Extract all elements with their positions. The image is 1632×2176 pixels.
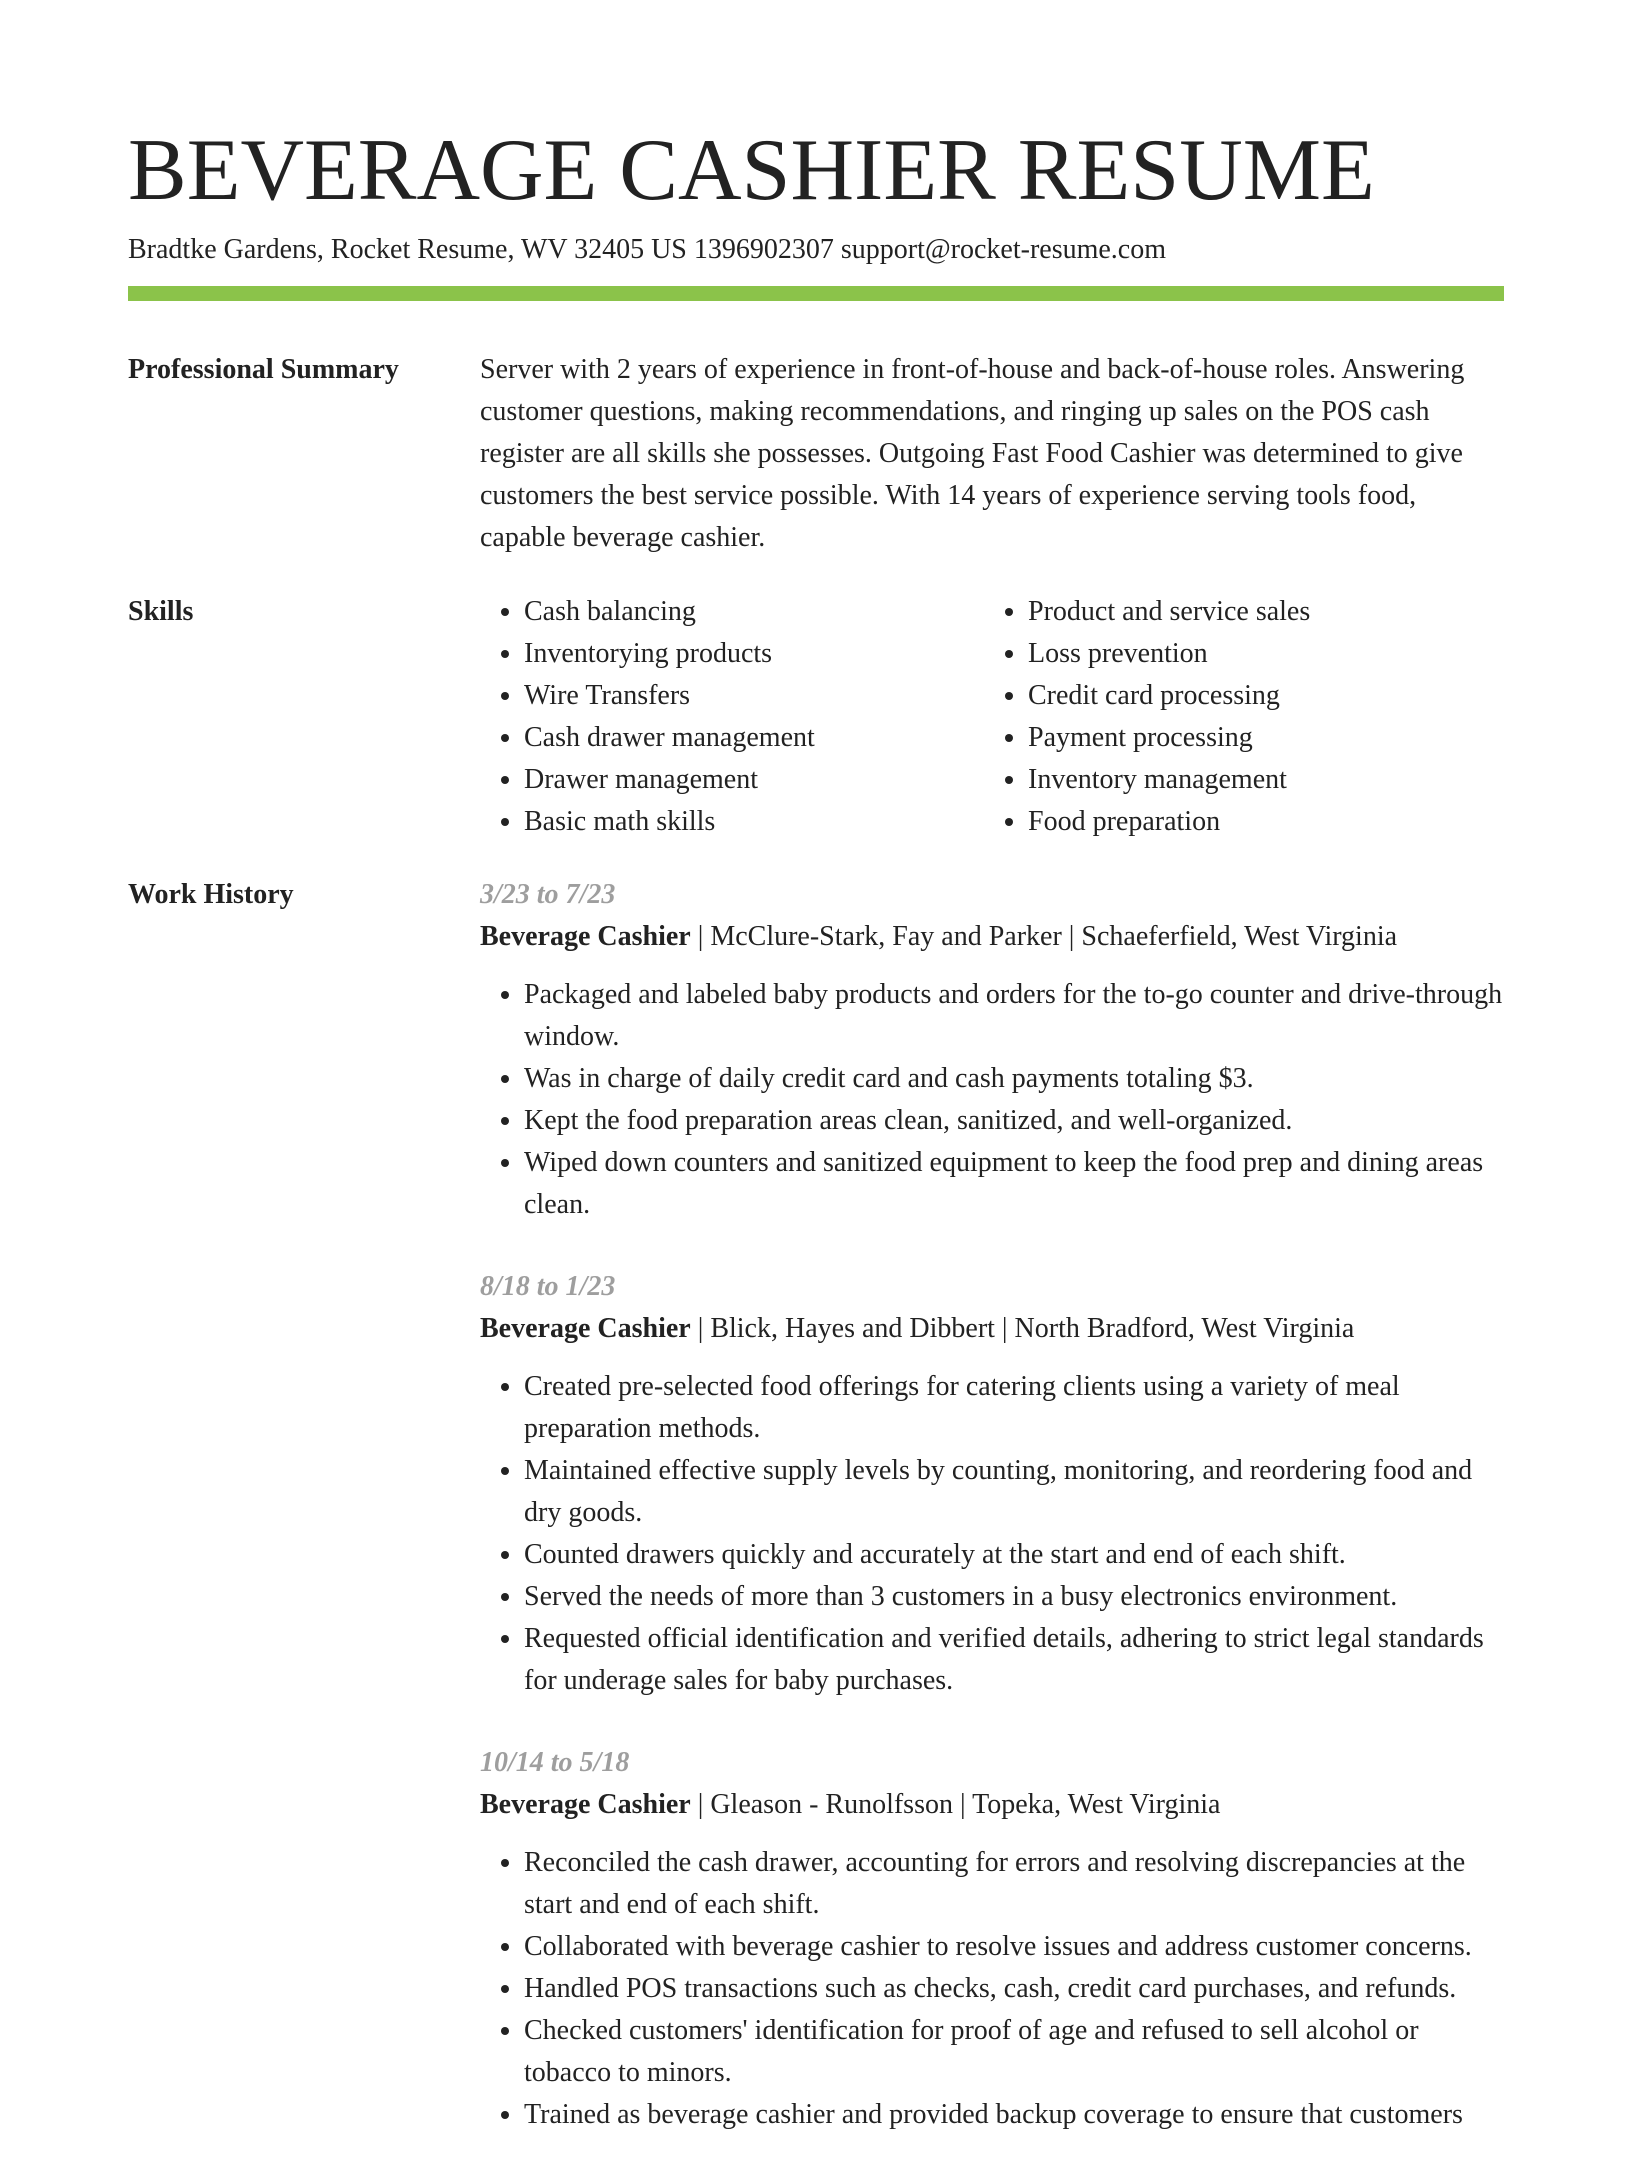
header-divider [128, 286, 1504, 301]
job-dates: 3/23 to 7/23 [480, 879, 616, 910]
job-entry [480, 1266, 1504, 1702]
job-bullets [480, 1366, 1504, 1702]
job-bullet: • Was in charge of daily credit card and cash payments totaling $3. [524, 1058, 1504, 1100]
job-dates: 10/14 to 5/18 [480, 1747, 630, 1778]
job-bullet: • Maintained effective supply levels by counting, monitoring, and reordering food and dry goods. [524, 1450, 1504, 1534]
job-bullet: • Reconciled the cash drawer, accounting for errors and resolving discrepancies at the start and end of each shift. [524, 1842, 1504, 1926]
skill-item: • Inventory management [1028, 759, 1488, 801]
job-bullet: • Kept the food preparation areas clean, sanitized, and well-organized. [524, 1100, 1504, 1142]
skills-column-left [480, 591, 984, 843]
skill-item: • Wire Transfers [524, 675, 984, 717]
job-title-line [480, 1308, 1504, 1350]
job-details: | Blick, Hayes and Dibbert | North Bradford, West Virginia [690, 1313, 1355, 1344]
summary-text: Server with 2 years of experience in front-of-house and back-of-house roles. Answering customer questions, making recommendations, and ringing up sales on the POS cash register are all skills she possesses. Outgoing Fast Food Cashier was determined to give customers the best service possible. With 14 years of experience serving tools food, capable beverage cashier. [480, 354, 1465, 553]
skill-item: • Loss prevention [1028, 633, 1488, 675]
job-bullet: • Checked customers' identification for proof of age and refused to sell alcohol or tobacco to minors. [524, 2010, 1504, 2094]
work-history-label: Work History [128, 879, 294, 910]
skills-column-right [984, 591, 1488, 843]
job-bullet: • Handled POS transactions such as checks, cash, credit card purchases, and refunds. [524, 1968, 1504, 2010]
job-bullet: • Wiped down counters and sanitized equipment to keep the food prep and dining areas clean. [524, 1142, 1504, 1226]
job-bullet: • Counted drawers quickly and accurately at the start and end of each shift. [524, 1534, 1504, 1576]
job-bullet: • Served the needs of more than 3 customers in a busy electronics environment. [524, 1576, 1504, 1618]
skill-item: • Payment processing [1028, 717, 1488, 759]
job-bullet: • Requested official identification and verified details, adhering to strict legal standards for underage sales for baby purchases. [524, 1618, 1504, 1702]
job-entry [480, 874, 1504, 1226]
job-bullet: • Trained as beverage cashier and provided backup coverage to ensure that customers [524, 2094, 1504, 2136]
skill-item: • Product and service sales [1028, 591, 1488, 633]
job-title: Beverage Cashier [480, 1313, 691, 1344]
skill-item: • Basic math skills [524, 801, 984, 843]
skill-item: • Drawer management [524, 759, 984, 801]
summary-label: Professional Summary [128, 354, 399, 385]
skill-item: • Credit card processing [1028, 675, 1488, 717]
job-bullet: • Packaged and labeled baby products and orders for the to-go counter and drive-through window. [524, 974, 1504, 1058]
job-bullet: • Collaborated with beverage cashier to resolve issues and address customer concerns. [524, 1926, 1504, 1968]
job-bullet: • Created pre-selected food offerings for catering clients using a variety of meal preparation methods. [524, 1366, 1504, 1450]
job-bullets [480, 1842, 1504, 2136]
work-history-body [480, 874, 1504, 2176]
job-title: Beverage Cashier [480, 921, 691, 952]
job-entry [480, 1742, 1504, 2136]
job-title: Beverage Cashier [480, 1789, 691, 1820]
job-bullets [480, 974, 1504, 1226]
skill-item: • Cash drawer management [524, 717, 984, 759]
resume-title: BEVERAGE CASHIER RESUME [128, 122, 1375, 219]
skills-label: Skills [128, 596, 194, 627]
skills-body [480, 591, 1504, 843]
skill-item: • Inventorying products [524, 633, 984, 675]
summary-body [480, 349, 1504, 559]
skill-item: • Food preparation [1028, 801, 1488, 843]
job-title-line [480, 916, 1504, 958]
job-dates: 8/18 to 1/23 [480, 1271, 616, 1302]
job-details: | Gleason - Runolfsson | Topeka, West Virginia [690, 1789, 1221, 1820]
job-title-line [480, 1784, 1504, 1826]
contact-line: Bradtke Gardens, Rocket Resume, WV 32405 US 1396902307 support@rocket-resume.com [128, 234, 1167, 265]
job-details: | McClure-Stark, Fay and Parker | Schaeferfield, West Virginia [690, 921, 1398, 952]
skill-item: • Cash balancing [524, 591, 984, 633]
